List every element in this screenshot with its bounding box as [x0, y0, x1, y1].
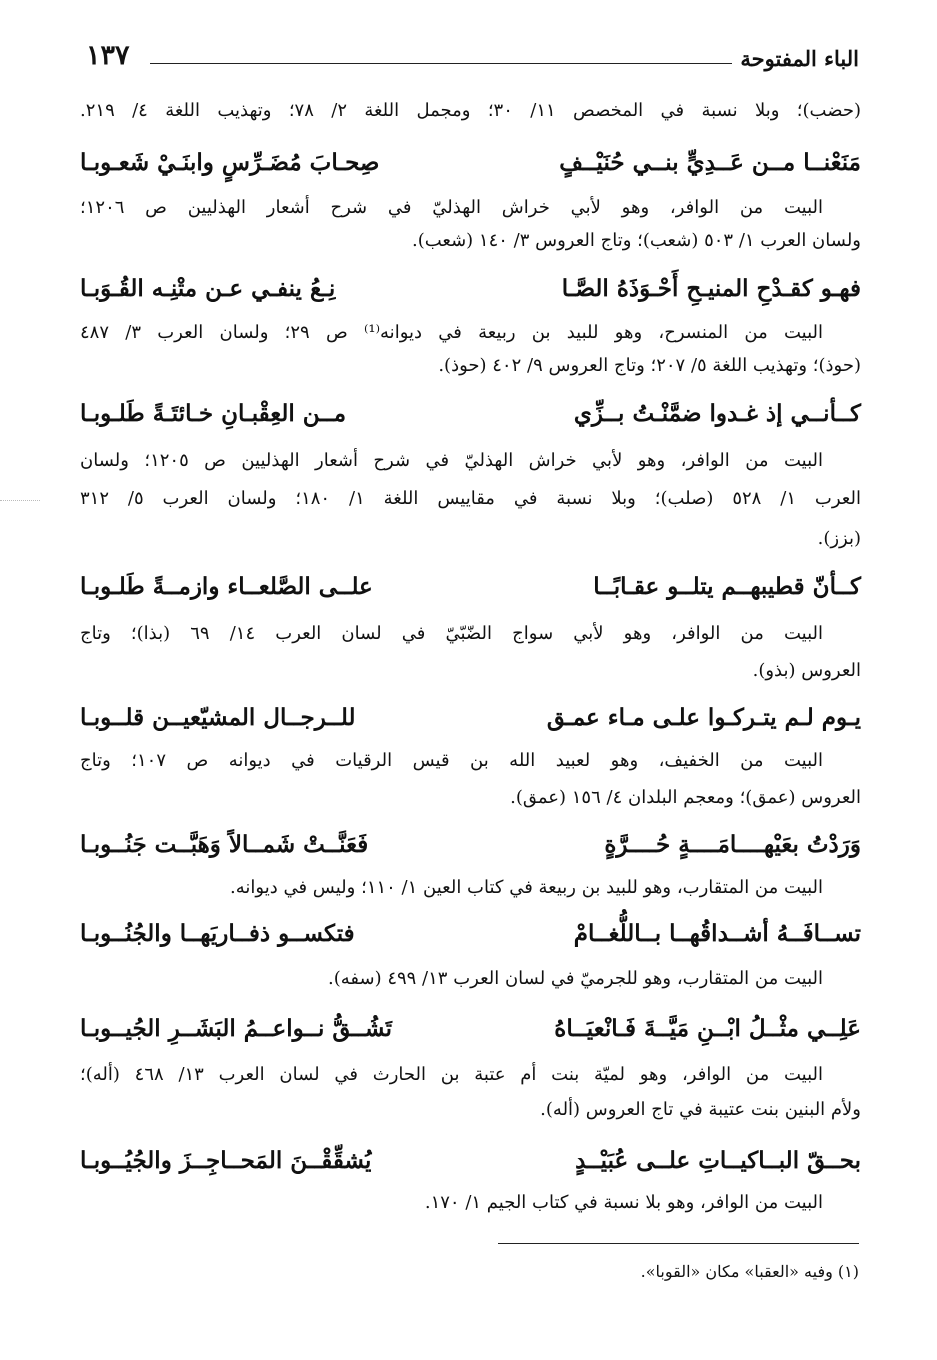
citation-line: ولسان العرب ١/ ٥٠٣ (شعب)؛ وتاج العروس ٣/ ١٤٠ (شعب). — [411, 230, 861, 251]
verse-first-hemistich: بحــقّ البــاكيــاتِ علــى عُبَيْــدٍ — [575, 1147, 861, 1174]
verse-second-hemistich: فَعَنَّــتْ شَمــالاً وَهَبَّــت جَنُــوبـا — [80, 831, 369, 858]
verse-first-hemistich: كــأنّ قطيبهــم يتلــو عقـابًــا — [593, 573, 861, 600]
verse-first-hemistich: عَلِــي مثْــلُ ابْــنِ مَيَّــةَ فَـانْعيَــاهُ — [554, 1015, 861, 1042]
verse-line — [80, 824, 861, 866]
footnote-rule — [498, 1243, 859, 1244]
verse-second-hemistich: فتكســو ذفــاريَهــا والجُنُــوبـا — [80, 920, 355, 947]
verse-line — [80, 142, 861, 184]
verse-line — [80, 913, 861, 955]
verse-line — [80, 1140, 861, 1182]
citation-line: البيت من الوافر، وهو لميّة بنت أم عتبة بن الحارث في لسان العرب ١٣/ ٤٦٨ (أله)؛ — [80, 1064, 823, 1085]
citation-line: (حوذ)؛ وتهذيب اللغة ٥/ ٢٠٧؛ وتاج العروس ٩/ ٤٠٢ (حوذ). — [438, 355, 861, 376]
verse-first-hemistich: يـوم لـم يتـركـوا علـى مـاء عمـق — [546, 704, 861, 731]
verse-second-hemistich: للــرجــال المشيّعيــن قلــوبـا — [80, 704, 356, 731]
verse-second-hemistich: مــن العِقْبـانِ خـائتَـةً طَلـوبـا — [80, 400, 347, 427]
footnote: (١) وفيه «العقبا» مكان «القوبا». — [640, 1262, 859, 1281]
citation-line: ولأم البنين بنت عتيبة في تاج العروس (أله). — [540, 1099, 861, 1120]
citation-line: (حضب)؛ وبلا نسبة في المخصص ١١/ ٣٠؛ ومجمل اللغة ٢/ ٧٨؛ وتهذيب اللغة ٤/ ٢١٩. — [80, 100, 861, 121]
verse-second-hemistich: تَشُــقُّ نــواعــمُ البَشَــرِ الجُيــوبـا — [80, 1015, 392, 1042]
citation-line: العروس (بذو). — [752, 660, 861, 681]
verse-line — [80, 566, 861, 608]
header-rule — [150, 63, 732, 64]
citation-line: البيت من الوافر، وهو لأبي خراش الهذليّ في شرح أشعار الهذليين ص ١٢٠٦؛ — [80, 197, 823, 218]
verse-second-hemistich: علــى الصَّلعــاء وازمــةً طَلـوبـا — [80, 573, 373, 600]
verse-second-hemistich: يُشقِّقْــنَ المَحــاجِــزَ والجُيُــوبـا — [80, 1147, 372, 1174]
citation-line: البيت من الوافر، وهو بلا نسبة في كتاب الجيم ١/ ١٧٠. — [424, 1192, 823, 1213]
citation-line: العرب ١/ ٥٢٨ (صلب)؛ وبلا نسبة في مقاييس اللغة ١/ ١٨٠؛ ولسان العرب ٥/ ٣١٢ — [80, 488, 861, 509]
verse-second-hemistich: نِـعُ ينفـي عـن متْنِـه القُـوَبـا — [80, 275, 336, 302]
citation-line: البيت من المتقارب، وهو للجرميّ في لسان العرب ١٣/ ٤٩٩ (سفه). — [327, 968, 823, 989]
verse-line — [80, 1008, 861, 1050]
citation-line: البيت من الوافر، وهو لأبي خراش الهذليّ في شرح أشعار الهذليين ص ١٢٠٥؛ ولسان — [80, 450, 823, 471]
verse-line — [80, 393, 861, 435]
verse-first-hemistich: فهـو كقـدْحِ المنيـحِ أَحْـوَذَهُ الصَّـا — [561, 275, 861, 302]
citation-line: البيت من المتقارب، وهو للبيد بن ربيعة في كتاب العين ١/ ١١٠؛ وليس في ديوانه. — [230, 877, 823, 898]
citation-line: البيت من الخفيف، وهو لعبيد الله بن قيس الرقيات في ديوانه ص ١٠٧؛ وتاج — [80, 750, 824, 771]
verse-line — [80, 697, 861, 739]
citation-line: البيت من المنسرح، وهو للبيد بن ربيعة في ديوانه⁽¹⁾ ص ٢٩؛ ولسان العرب ٣/ ٤٨٧ — [80, 322, 823, 343]
page-number: ١٣٧ — [86, 40, 130, 71]
citation-line: (بزز). — [817, 528, 861, 549]
verse-first-hemistich: كــأنــي إذ غـدوا ضمَّنْـتُ بــزِّي — [573, 400, 861, 427]
citation-line: البيت من الوافر، وهو لأبي سواج الضّبّيّ في لسان العرب ١٤/ ٦٩ (بذا)؛ وتاج — [80, 623, 823, 644]
citation-line: العروس (عمق)؛ ومعجم البلدان ٤/ ١٥٦ (عمق). — [510, 787, 861, 808]
margin-dots — [0, 500, 40, 501]
verse-second-hemistich: صِحـابَ مُضَـرِّسٍ وابنَـيْ شَعـوبـا — [80, 149, 380, 176]
verse-first-hemistich: وَرَدْتُ بعَيْهــــامَــــةٍ حُــــرَّةٍ — [604, 831, 861, 858]
running-header-title: الباء المفتوحة — [740, 46, 859, 71]
verse-first-hemistich: تســافَــهُ أشــداقُهــا بــاللُّغــامْ — [573, 920, 861, 947]
verse-line — [80, 268, 861, 310]
verse-first-hemistich: مَنَعْنــا مــن عَــدِيٍّ بنــي حُنَيْــفٍ — [559, 149, 861, 176]
